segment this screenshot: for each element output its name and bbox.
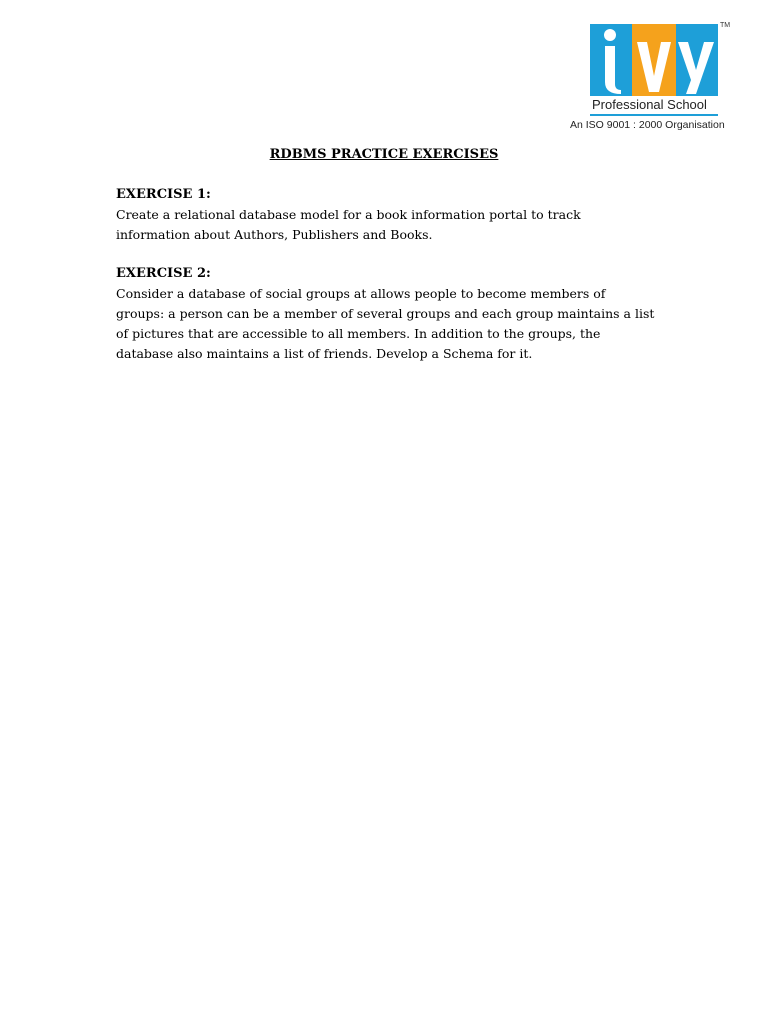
exercise-1-body: Create a relational database model for a book information portal to track information about Authors, Publishers and Books. — [116, 207, 581, 242]
logo-tagline: An ISO 9001 : 2000 Organisation — [570, 119, 725, 131]
document-title: RDBMS PRACTICE EXERCISES — [269, 147, 499, 162]
exercise-1-heading: EXERCISE 1: — [116, 187, 211, 202]
logo-trademark: TM — [720, 22, 731, 29]
ivy-logo — [570, 22, 738, 134]
ivy-logo-mark — [590, 22, 718, 96]
exercise-2-body: Consider a database of social groups at allows people to become members of groups: a person can be a member of several groups and each group maintains a list of pictures that are accessible to all members. In addition to the groups, the database also maintains a list of friends. Develop a Schema for it. — [116, 286, 655, 361]
logo-school-name: Professional School — [592, 97, 707, 112]
exercise-2-heading: EXERCISE 2: — [116, 266, 211, 281]
logo-underline — [590, 114, 718, 116]
exercise-2 — [116, 264, 656, 364]
exercise-1 — [116, 185, 656, 245]
ivy-letters-icon — [590, 22, 718, 96]
